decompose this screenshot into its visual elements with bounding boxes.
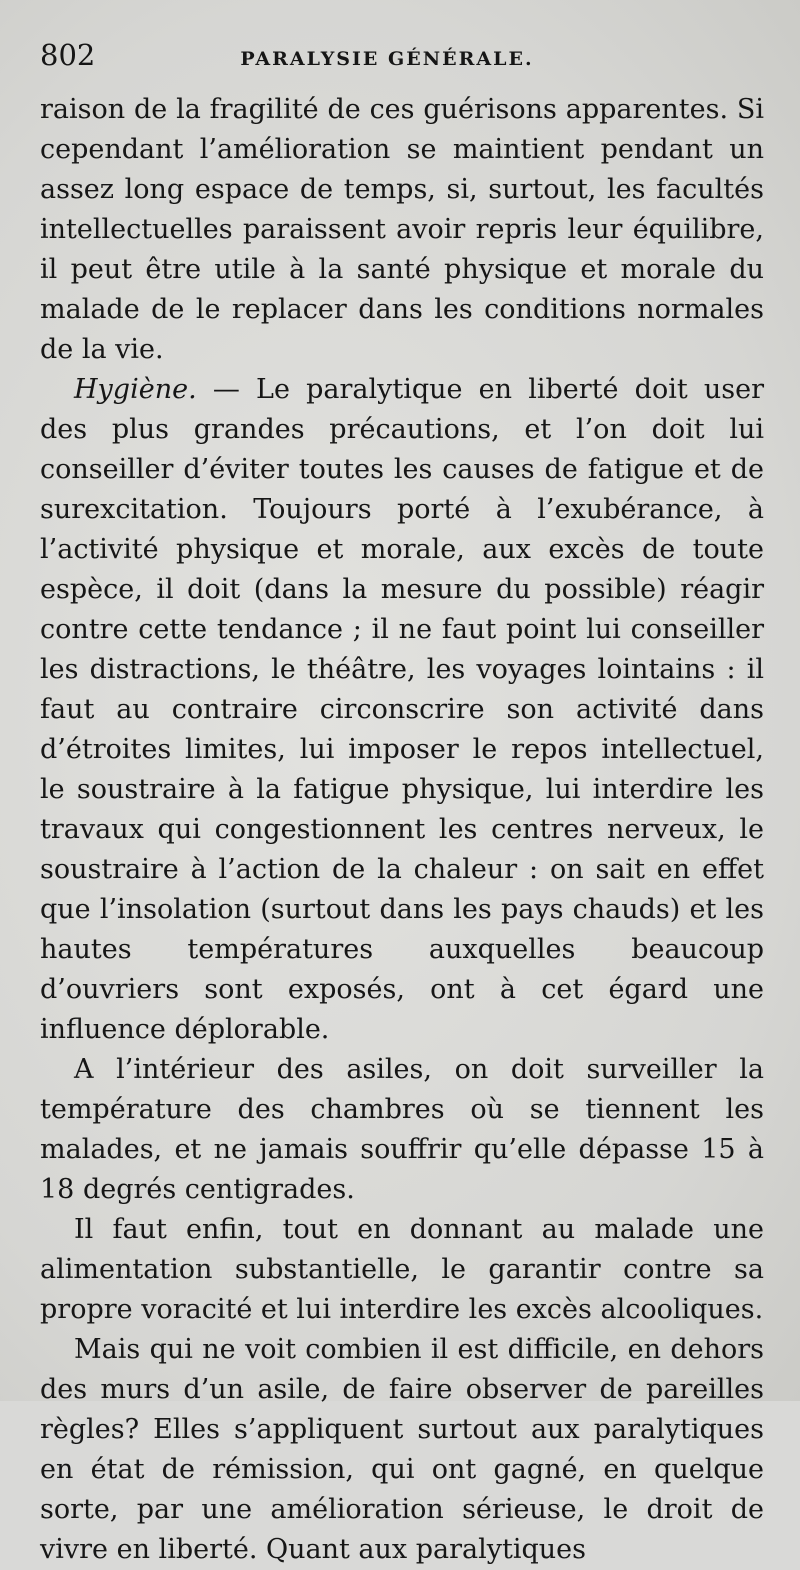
body-text [40,90,764,1570]
paragraph-text: Il faut enfin, tout en donnant au malade une alimentation substantielle, le garantir contre sa propre voracité et lui interdire les excès alcooliques. [40,1214,764,1325]
paragraph-regles [40,1330,764,1570]
running-title: PARALYSIE GÉNÉRALE. [240,48,534,70]
paragraph-asiles [40,1050,764,1210]
paragraph-alimentation [40,1210,764,1330]
paragraph-continuation [40,90,764,370]
section-lead-hygiene: Hygiène. [74,374,197,405]
paragraph-text: A l’intérieur des asiles, on doit surveiller la température des chambres où se tiennent les malades, et ne jamais souffrir qu’elle dépasse 15 à 18 degrés centigrades. [40,1054,764,1205]
page-header [40,38,764,90]
paragraph-text: Mais qui ne voit combien il est difficile, en dehors des murs d’un asile, de faire observer de pareilles règles? Elles s’appliquent surtout aux paralytiques en état de rémission, qui ont gagné, en quelque sorte, par une amélioration sérieuse, le droit de vivre en liberté. Quant aux paralytiques [40,1334,764,1565]
page-number: 802 [40,38,96,72]
paragraph-text: raison de la fragilité de ces guérisons apparentes. Si cependant l’amélioration se maintient pendant un assez long espace de temps, si, surtout, les facultés intellectuelles paraissent avoir repris leur équilibre, il peut être utile à la santé physique et morale du malade de le replacer dans les conditions normales de la vie. [40,94,764,365]
paragraph-text: — Le paralytique en liberté doit user des plus grandes précautions, et l’on doit lui conseiller d’éviter toutes les causes de fatigue et de surexcitation. Toujours porté à l’exubérance, à l’activité physique et morale, aux excès de toute espèce, il doit (dans la mesure du possible) réagir contre cette tendance ; il ne faut point lui conseiller les distractions, le théâtre, les voyages lointains : il faut au contraire circonscrire son activité dans d’étroites limites, lui imposer le repos intellectuel, le soustraire à la fatigue physique, lui interdire les travaux qui congestionnent les centres nerveux, le soustraire à l’action de la chaleur : on sait en effet que l’insolation (surtout dans les pays chauds) et les hautes températures auxquelles beaucoup d’ouvriers sont exposés, ont à cet égard une influence déplorable. [40,374,764,1045]
paragraph-hygiene [40,370,764,1050]
